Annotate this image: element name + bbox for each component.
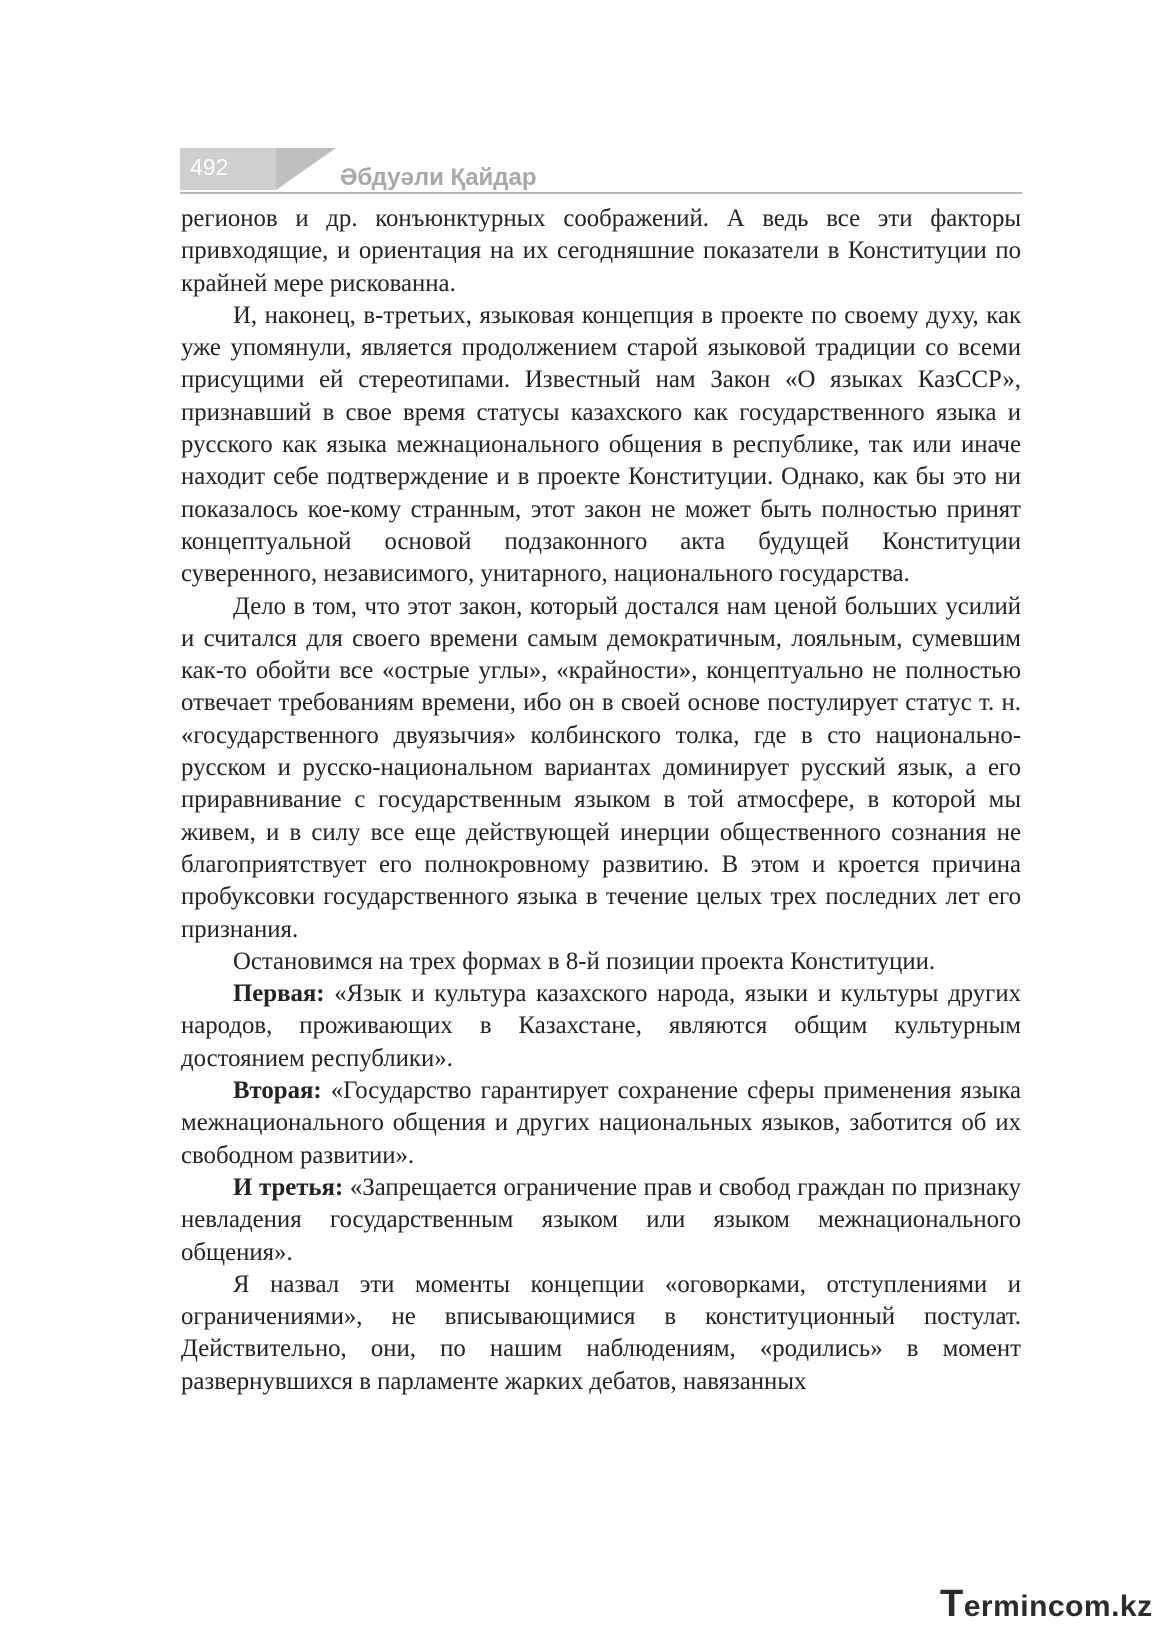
paragraph xyxy=(181,1075,1021,1172)
paragraph xyxy=(181,946,1021,978)
paragraph xyxy=(181,1269,1021,1398)
paragraph-text: Я назвал эти моменты концепции «оговорками, отступлениями и ограничениями», не вписывающимися в конституционный постулат. Действительно, они, по нашим наблюдениям, «родились» в момент развернувшихся в парламенте жарких дебатов, навязанных xyxy=(181,1270,1021,1395)
paragraph-text: «Государство гарантирует сохранение сферы применения языка межнационального общения и других национальных языков, заботится об их свободном развитии». xyxy=(181,1077,1021,1169)
site-watermark xyxy=(940,1583,1153,1626)
body-text xyxy=(181,203,1021,1398)
paragraph xyxy=(181,978,1021,1075)
paragraph-text: Остановимся на трех формах в 8-й позиции проекта Конституции. xyxy=(233,947,936,975)
page-header xyxy=(180,148,1022,196)
paragraph xyxy=(181,591,1021,946)
paragraph-text: «Запрещается ограничение прав и свобод граждан по признаку невладения государственным языком или языком межнационального общения». xyxy=(181,1173,1022,1266)
page-number: 492 xyxy=(190,154,229,180)
paragraph-lead: Первая: xyxy=(233,980,325,1008)
watermark-rest: ermincom.kz xyxy=(963,1590,1153,1623)
paragraph-text: Дело в том, что этот закон, который достался нам ценой больших усилий и считался для своего времени самым демократичным, лояльным, сумевшим как-то обойти все «острые углы», «крайности», концептуально не полностью отвечает требованиям времени, ибо он в своей основе постулирует статус т. н. «государственного двуязычия» колбинского толка, где в сто национально-русском и русско-национальном вариантах доминирует русский язык, а его приравнивание с государственным языком в той атмосфере, в которой мы живем, и в силу все еще действующей инерции общественного сознания не благоприятствует его полнокровному развитию. В этом и кроется причина пробуксовки государственного языка в течение целых трех последних лет его признания. xyxy=(181,592,1021,943)
paragraph xyxy=(181,1172,1021,1269)
paragraph-text: «Язык и культура казахского народа, языки и культуры других народов, проживающих в Казахстане, являются общим культурным достоянием республики». xyxy=(181,980,1021,1072)
paragraph xyxy=(181,203,1021,300)
page-number-tab-slope xyxy=(276,148,336,190)
paragraph-text: И, наконец, в-третьих, языковая концепция в проекте по своему духу, как уже упомянули, является продолжением старой языковой традиции со всеми присущими ей стереотипами. Известный нам Закон «О языках КазССР», признавший в свое время статусы казахского как государственного языка и русского как языка межнационального общения в республике, так или иначе находит себе подтверждение и в проекте Конституции. Однако, как бы это ни показалось кое-кому странным, этот закон не может быть полностью принят концептуальной основой подзаконного акта будущей Конституции суверенного, независимого, унитарного, национального государства. xyxy=(181,301,1021,588)
paragraph xyxy=(181,300,1021,591)
paragraph-lead: Вторая: xyxy=(233,1077,322,1105)
header-rule xyxy=(180,192,1022,194)
running-header-author: Әбдуәли Қайдар xyxy=(340,164,537,191)
paragraph-lead: И третья: xyxy=(233,1173,344,1201)
paragraph-text: регионов и др. конъюнктурных соображений. А ведь все эти факторы привходящие, и ориентация на их сегодняшние показатели в Конституции по крайней мере рискованна. xyxy=(181,205,1021,297)
watermark-initial: T xyxy=(940,1583,964,1625)
